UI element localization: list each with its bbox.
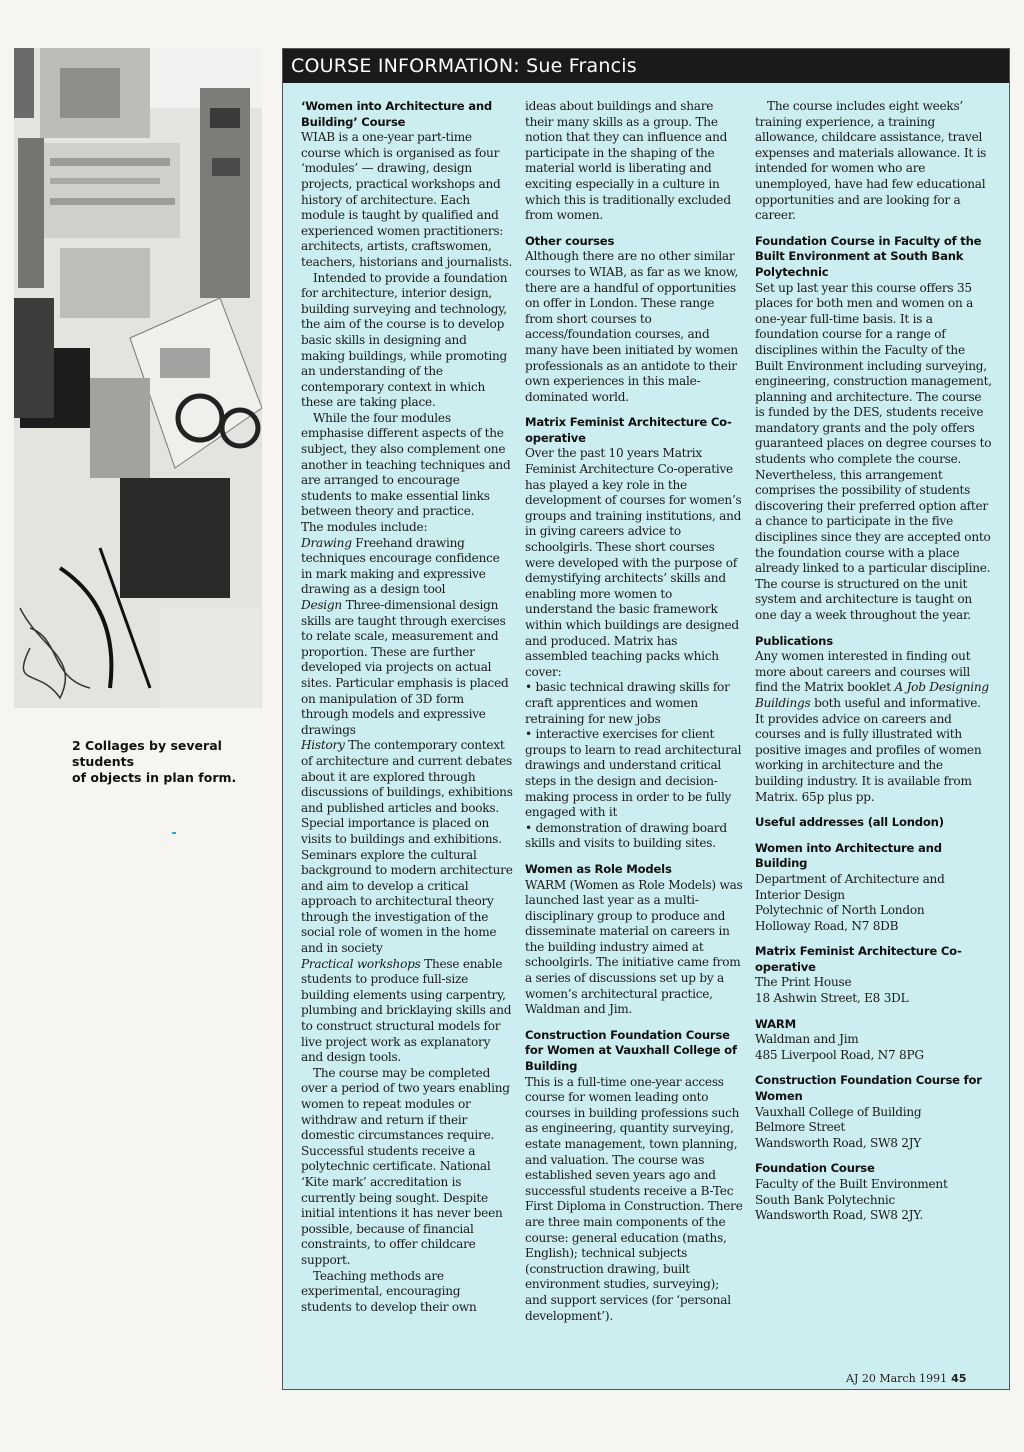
text-columns [283, 93, 1009, 1383]
heading-warm: Women as Role Models [525, 861, 672, 876]
column-2 [525, 99, 743, 1383]
column-1 [301, 99, 513, 1383]
module-title: History [301, 738, 345, 753]
address-line: Belmore Street [755, 1120, 846, 1135]
issue-date: AJ 20 March 1991 [846, 1372, 948, 1385]
paragraph: The modules include: [301, 520, 428, 535]
figure-caption: 2 Collages by several students of objects in plan form. [72, 738, 237, 785]
paragraph: The course includes eight weeks’ training experience, a training allowance, childcare assistance, travel expenses and materials allowance. It is intended for women who are unemployed, have had few educational opportunities and are looking for a career. [755, 99, 987, 223]
paragraph: Over the past 10 years Matrix Feminist Architecture Co-operative has played a key role in the development of courses for women’s groups and training institutions, and in giving careers advice to schoolgirls. These short courses were developed with the purpose of demystifying architects’ skills and enabling more women to understand the basic framework within which buildings are designed and produced. Matrix has assembled teaching packs which cover: [525, 446, 742, 679]
module-title: Practical workshops [301, 956, 421, 971]
paragraph-publications [755, 649, 993, 805]
page-footer [846, 1372, 966, 1385]
paragraph: The course may be completed over a period of two years enabling women to repeat modules or withdraw and return if their domestic circumstances require. Successful students receive a polytechnic certificate. National ‘Kite mark’ accreditation is currently being sought. Despite initial intentions it has never been possible, because of financial constraints, to offer childcare support. [301, 1065, 510, 1267]
address-line: 485 Liverpool Road, N7 8PG [755, 1047, 924, 1062]
course-information-panel [282, 48, 1010, 1390]
column-3 [755, 99, 993, 1383]
book-title: A Job Designing Buildings [755, 680, 989, 710]
paragraph: This is a full-time one-year access course for women leading onto courses in building professions such as engineering, quantity surveying, estate management, town planning, and valuation. The course was established seven years ago and successful students receive a B-Tec First Diploma in Construction. There are three main components of the course: general education (maths, English); technical subjects (construction drawing, built environment studies, surveying); and support services (for ‘personal development’). [525, 1074, 743, 1323]
heading-useful-addresses: Useful addresses (all London) [755, 815, 944, 830]
address-title: Women into Architecture and Building [755, 840, 942, 871]
page-number: 45 [951, 1372, 967, 1385]
module-text: Freehand drawing techniques encourage confidence in mark making and expressive drawing as a design tool [301, 535, 500, 597]
panel-header [283, 49, 1009, 83]
module-text: These enable students to produce full-size building elements using carpentry, plumbing and bricklaying skills and to construct structural models for live project work as explanatory and design tools. [301, 956, 512, 1065]
module-history [301, 738, 513, 956]
module-text: The contemporary context of architecture and current debates about it are explored through discussions of buildings, exhibitions and published articles and books. Special importance is placed on visits to buildings and exhibitions. Seminars explore the cultural background to modern architecture and aim to develop a critical approach to architectural theory through the investigation of the social role of women in the home and in society [301, 738, 513, 956]
module-title: Design [301, 598, 342, 612]
address-line: Waldman and Jim [755, 1032, 859, 1047]
heading-matrix: Matrix Feminist Architecture Co-operative [525, 415, 732, 445]
paragraph: Intended to provide a foundation for architecture, interior design, building surveying and technology, the aim of the course is to develop basic skills in designing and making buildings, while promoting an understanding of the contemporary context in which these are taking place. [301, 270, 508, 410]
address-line: Holloway Road, N7 8DB [755, 918, 899, 933]
paragraph: Although there are no other similar courses to WIAB, as far as we know, there are a handful of opportunities on offer in London. These range from short courses to access/foundation courses, and many have been initiated by women professionals as an antidote to their own experiences in this male-dominated world. [525, 249, 739, 404]
address-title: Construction Foundation Course for Women [755, 1073, 982, 1104]
text-run: Any women interested in finding out more about careers and courses will find the Matrix booklet [755, 649, 971, 695]
header-author: Sue Francis [526, 55, 637, 77]
heading-wiab: ‘Women into Architecture and Building’ Course [301, 99, 493, 129]
address-line: Faculty of the Built Environment [755, 1177, 948, 1191]
paragraph: Set up last year this course offers 35 places for both men and women on a one-year full-time basis. It is a foundation course for a range of disciplines within the Faculty of the Built Environment including surveying, engineering, construction management, planning and architecture. The course is funded by the DES, students receive mandatory grants and the poly offers guaranteed places on degree courses to students who complete the course. Nevertheless, this arrangement comprises the possibility of students discovering their preferred option after a chance to participate in the five disciplines since they are accepted onto the foundation course with a place already linked to a particular discipline. The course is structured on the unit system and architecture is taught on one day a week throughout the year. [755, 280, 992, 622]
module-title: Drawing [301, 535, 352, 550]
address-title: WARM [755, 1016, 796, 1031]
text-run: both useful and informative. It provides advice on careers and courses and is fully illustrated with positive images and profiles of women working in architecture and the building industry. It is available from Matrix. 65p plus pp. [755, 695, 982, 804]
module-practical-workshops [301, 957, 513, 1066]
decorative-tick [172, 832, 176, 834]
address-line: South Bank Polytechnic [755, 1192, 896, 1207]
bullet-item: • interactive exercises for client groups to learn to read architectural drawings and understand critical steps in the design and decision-making process in order to be fully engaged with it [525, 727, 743, 821]
paragraph: ideas about buildings and share their many skills as a group. The notion that they can influence and participate in the shaping of the material world is liberating and exciting especially in a culture in which this is traditionally excluded from women. [525, 99, 731, 223]
address-line: Wandsworth Road, SW8 2JY [755, 1135, 922, 1150]
heading-south-bank: Foundation Course in Faculty of the Built Environment at South Bank Polytechnic [755, 233, 982, 279]
paragraph: Teaching methods are experimental, encouraging students to develop their own [301, 1268, 477, 1314]
paragraph: WARM (Women as Role Models) was launched last year as a multi-disciplinary group to produce and disseminate material on careers in the building industry aimed at schoolgirls. The initiative came from a series of discussions set up by a women’s architectural practice, Waldman and Jim. [525, 877, 743, 1017]
address-title: Matrix Feminist Architecture Co-operative [755, 944, 962, 974]
address-line: 18 Ashwin Street, E8 3DL [755, 991, 909, 1006]
address-line: Vauxhall College of Building [755, 1104, 922, 1119]
module-text: Three-dimensional design skills are taught through exercises to relate scale, measurement and proportion. These are further developed via projects on actual sites. Particular emphasis is placed on manipulation of 3D form through models and expressive drawings [301, 598, 509, 737]
bullet-item: • demonstration of drawing board skills and visits to building sites. [525, 821, 743, 852]
module-drawing [301, 536, 513, 598]
collage-photo [0, 48, 262, 708]
module-design [301, 598, 513, 738]
address-line: Department of Architecture and Interior Design [755, 871, 945, 902]
bullet-item: • basic technical drawing skills for craft apprentices and women retraining for new jobs [525, 680, 743, 727]
paragraph: While the four modules emphasise different aspects of the subject, they also complement one another in teaching techniques and are arranged to encourage students to make essential links between theory and practice. [301, 410, 511, 519]
heading-other-courses: Other courses [525, 233, 615, 248]
header-title: COURSE INFORMATION: [291, 55, 520, 77]
address-line: Polytechnic of North London [755, 903, 925, 918]
address-line: Wandsworth Road, SW8 2JY. [755, 1208, 924, 1223]
heading-publications: Publications [755, 633, 833, 648]
heading-vauxhall: Construction Foundation Course for Women at Vauxhall College of Building [525, 1027, 737, 1074]
paragraph: WIAB is a one-year part-time course which is organised as four ‘modules’ — drawing, design projects, practical workshops and history of architecture. Each module is taught by qualified and experienced women practitioners: architects, artists, craftswomen, teachers, historians and journalists. [301, 130, 513, 269]
address-line: The Print House [755, 975, 852, 990]
address-title: Foundation Course [755, 1161, 875, 1176]
